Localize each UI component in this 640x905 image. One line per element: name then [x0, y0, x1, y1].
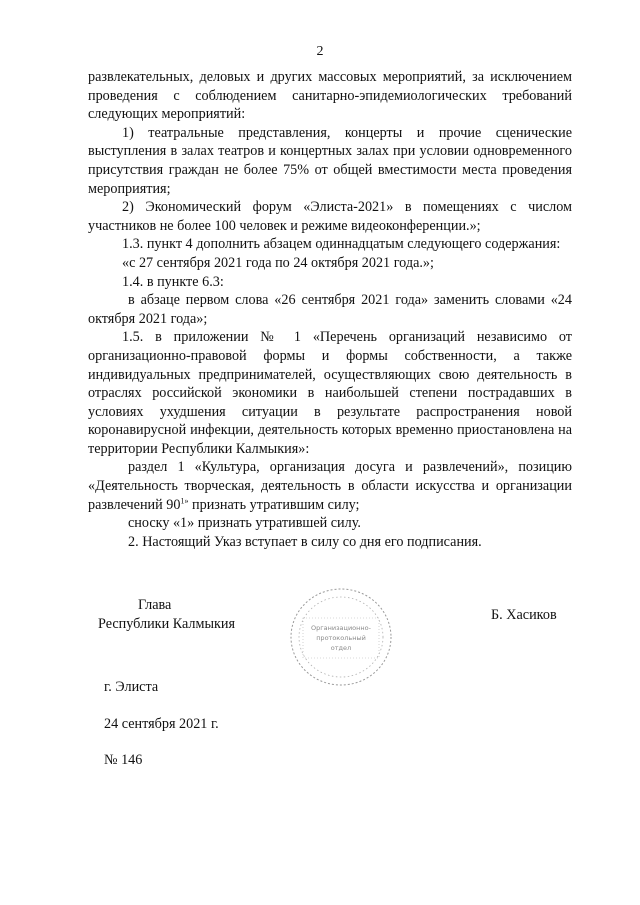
footer-city: г. Элиста	[104, 679, 159, 695]
paragraph-section	[88, 458, 572, 514]
signer-name: Б. Хасиков	[491, 607, 557, 623]
official-stamp	[286, 584, 396, 690]
section-text: раздел 1 «Культура, организация досуга и развлечений», позицию «Деятельность творческая, деятельность в области искусства и организации развлечений 90	[88, 459, 572, 513]
footer-number: № 146	[104, 752, 143, 769]
document-footer	[104, 678, 219, 788]
paragraph-footnote: сноску «1» признать утратившей силу.	[128, 515, 361, 532]
page-number: 2	[316, 44, 324, 59]
paragraph-6: 1.4. в пункте 6.3:	[122, 273, 224, 290]
paragraph-3: 2) Экономический форум «Элиста-2021» в помещениях с числом участников не более 100 человек и режиме видеоконференции.»;	[88, 199, 572, 234]
section-tail: признать утратившим силу;	[188, 496, 360, 513]
signer-title-line1: Глава	[138, 597, 172, 613]
section-superscript: 1»	[180, 495, 189, 505]
stamp-line1: Организационно-	[310, 624, 372, 632]
paragraph-2: 1) театральные представления, концерты и прочие сценические выступления в залах театров и концертных залах при условии одновременного присутствия граждан не более 75% от общей вместимости места проведения мероприятия;	[88, 124, 572, 197]
stamp-line2: протокольный	[316, 634, 366, 642]
paragraph-7: в абзаце первом слова «26 сентября 2021 года» заменить словами «24 октября 2021 года»;	[88, 292, 572, 327]
signer-title-line2: Республики Калмыкия	[98, 615, 236, 632]
footer-date: 24 сентября 2021 г.	[104, 715, 219, 732]
signer-title	[98, 596, 235, 633]
paragraph-4: 1.3. пункт 4 дополнить абзацем одиннадцатым следующего содержания:	[122, 236, 561, 253]
paragraph-8: 1.5. в приложении № 1 «Перечень организаций независимо от организационно-правовой формы и формы собственности, а также индивидуальных предпринимателей, осуществляющих свою деятельность в отраслях российской экономики в наибольшей степени пострадавших в условиях ухудшения ситуации в результате распространения новой коронавирусной инфекции, деятельность которых временно приостановлена на территории Республики Калмыкия»:	[88, 329, 572, 457]
stamp-line3: отдел	[330, 644, 352, 652]
paragraph-5: «с 27 сентября 2021 года по 24 октября 2021 года.»;	[122, 254, 434, 271]
document-body	[88, 68, 572, 551]
paragraph-1: развлекательных, деловых и других массовых мероприятий, за исключением проведения с соблюдением санитарно-эпидемиологических требований следующих мероприятий:	[88, 69, 572, 123]
paragraph-final: 2. Настоящий Указ вступает в силу со дня его подписания.	[128, 533, 482, 550]
